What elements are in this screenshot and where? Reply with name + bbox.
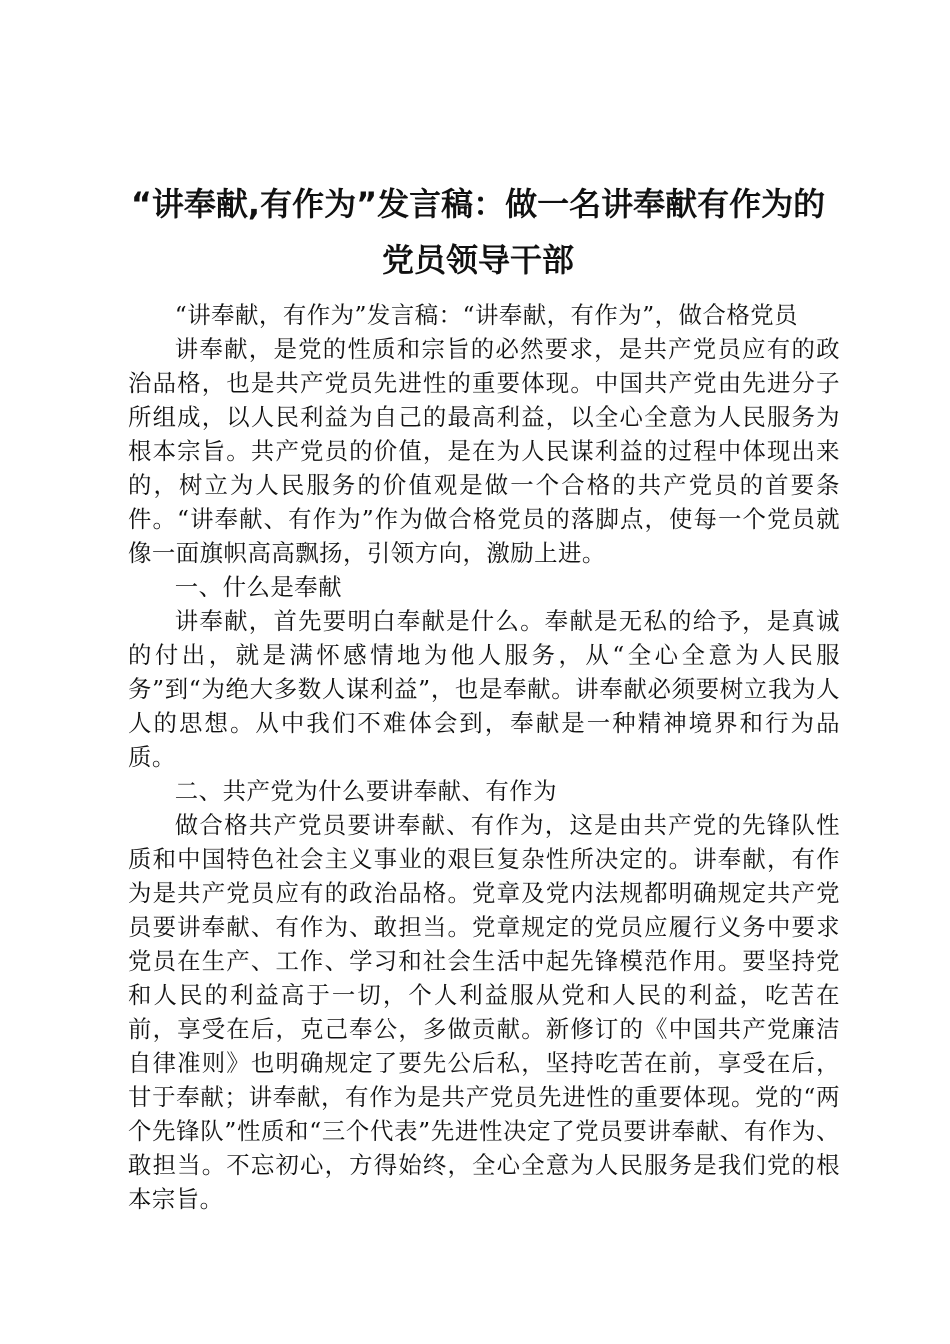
paragraph-subtitle: “讲奉献，有作为”发言稿：“讲奉献，有作为”，做合格党员	[174, 301, 799, 329]
paragraph-intro: 讲奉献，是党的性质和宗旨的必然要求，是共产党员应有的政治品格，也是共产党员先进性的重要体现。中国共产党由先进分子所组成，以人民利益为自己的最高利益，以全心全意为人民服务为根本宗旨。共产党员的价值，是在为人民谋利益的过程中体现出来的，树立为人民服务的价值观是做一个合格的共产党员的首要条件。“讲奉献、有作为”作为做合格党员的落脚点，使每一个党员就像一面旗帜高高飘扬，引领方向，激励上进。	[128, 335, 840, 567]
document-body	[128, 298, 840, 1216]
section-heading-1: 一、什么是奉献	[174, 573, 343, 601]
paragraph-section-2: 做合格共产党员要讲奉献、有作为，这是由共产党的先锋队性质和中国特色社会主义事业的艰巨复杂性所决定的。讲奉献，有作为是共产党员应有的政治品格。党章及党内法规都明确规定共产党员要讲奉献、有作为、敢担当。党章规定的党员应履行义务中要求党员在生产、工作、学习和社会生活中起先锋模范作用。要坚持党和人民的利益高于一切，个人利益服从党和人民的利益，吃苦在前，享受在后，克己奉公，多做贡献。新修订的《中国共产党廉洁自律准则》也明确规定了要先公后私，坚持吃苦在前，享受在后，甘于奉献；讲奉献，有作为是共产党员先进性的重要体现。党的“两个先锋队”性质和“三个代表”先进性决定了党员要讲奉献、有作为、敢担当。不忘初心，方得始终，全心全意为人民服务是我们党的根本宗旨。	[128, 811, 840, 1213]
paragraph-section-1: 讲奉献，首先要明白奉献是什么。奉献是无私的给予，是真诚的付出，就是满怀感情地为他人服务，从“全心全意为人民服务”到“为绝大多数人谋利益”，也是奉献。讲奉献必须要树立我为人人的思想。从中我们不难体会到，奉献是一种精神境界和行为品质。	[128, 607, 840, 771]
document-title: “讲奉献,有作为”发言稿：做一名讲奉献有作为的党员领导干部	[130, 185, 826, 279]
section-heading-2: 二、共产党为什么要讲奉献、有作为	[174, 777, 558, 805]
